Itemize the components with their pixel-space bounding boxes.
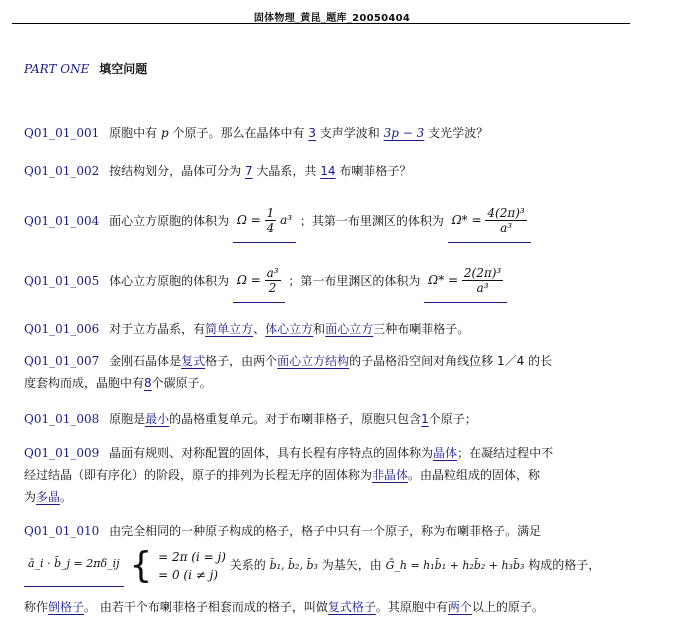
answer: 多晶 xyxy=(36,490,61,504)
question-id: Q01_01_007 xyxy=(24,354,100,368)
answer: 最小 xyxy=(145,412,170,426)
question-007-line2: 度套构而成，晶胞中有8个碳原子。 xyxy=(24,376,212,390)
question-010: Q01_01_010 由完全相同的一种原子构成的格子，格子中只有一个原子，称为布喇菲格子。满足 xyxy=(24,524,542,538)
section-title-cn: 填空问题 xyxy=(99,62,148,76)
question-id: Q01_01_008 xyxy=(24,412,100,426)
answer: 面心立方 xyxy=(325,322,374,336)
question-002: Q01_01_002 按结构划分，晶体可分为 7 大晶系，共 14 布喇菲格子？ xyxy=(24,164,412,178)
answer: 两个 xyxy=(447,600,472,614)
question-id: Q01_01_010 xyxy=(24,524,100,538)
answer: 14 xyxy=(320,164,336,178)
question-001: Q01_01_001 原胞中有 p 个原子。那么在晶体中有 3 支声学波和 3p − 3 支光学波？ xyxy=(24,126,489,140)
formula-answer: ā_i · b̄_j = 2πδ_ij xyxy=(24,544,124,587)
question-009: Q01_01_009 晶面有规则、对称配置的固体，具有长程有序特点的固体称为晶体；在凝结过程中不 xyxy=(24,446,554,460)
question-005: Q01_01_005 体心立方原胞的体积为 Ω = $\frac{\text{a³}}{2}$ ；第一布里渊区的体积为 Ω* = $\frac{\text{2(2π)³}}{\text{a³}}$ xyxy=(24,260,636,303)
answer: 8 xyxy=(144,376,152,390)
question-008: Q01_01_008 原胞是最小的晶格重复单元。对于布喇菲格子，原胞只包含1个原子； xyxy=(24,412,477,426)
question-id: Q01_01_002 xyxy=(24,164,100,178)
cases-block: = 2π (i = j) = 0 (i ≠ j) xyxy=(158,549,226,582)
section-title-en: PART ONE xyxy=(24,62,90,76)
answer: 简单立方 xyxy=(205,322,254,336)
formula-answer: Ω* = $\frac{\text{2(2π)³}}{\text{a³}}$ xyxy=(424,260,507,303)
question-009-line2: 经过结晶（即有序化）的阶段，原子的排列为长程无序的固体称为非晶体。由晶粒组成的固体，称 xyxy=(24,468,541,482)
answer: 倒格子 xyxy=(48,600,85,614)
question-id: Q01_01_009 xyxy=(24,446,100,460)
answer: 7 xyxy=(244,164,253,178)
answer: 1 xyxy=(421,412,429,426)
formula-answer: Ω = $\frac{1}{4}$ a³ xyxy=(233,200,296,243)
answer: 非晶体 xyxy=(372,468,409,482)
question-007: Q01_01_007 金刚石晶体是复式格子，由两个面心立方结构的子晶格沿空间对角线位移 1／4 的长 xyxy=(24,354,553,368)
formula-answer: Ω* = $\frac{\text{4(2π)³}}{\text{a³}}$ xyxy=(448,200,531,243)
brace-symbol: { xyxy=(129,544,153,586)
answer: 面心立方结构 xyxy=(277,354,350,368)
question-010-line2: ā_i · b̄_j = 2πδ_ij { = 2π (i = j) = 0 (i ≠ j) 关系的 b̄₁, b̄₂, b̄₃ 为基矢，由 Ḡ_h = h₁b̄₁ + h₂b̄₂ + h₃b̄₃ 构成的格子， xyxy=(24,544,636,587)
answer: 3 xyxy=(308,126,316,140)
answer: 复式 xyxy=(181,354,206,368)
header-rule xyxy=(12,23,630,24)
question-009-line3: 为多晶。 xyxy=(24,490,73,504)
answer: 晶体 xyxy=(433,446,458,460)
formula-answer: Ω = $\frac{\text{a³}}{2}$ xyxy=(233,260,285,303)
answer: 3p − 3 xyxy=(383,126,425,140)
section-title xyxy=(24,60,147,77)
question-010-line3: 称作倒格子。 由若干个布喇菲格子相套而成的格子，叫做复式格子。其原胞中有两个以上的原子。 xyxy=(24,600,544,614)
question-006: Q01_01_006 对于立方晶系，有简单立方、体心立方和面心立方三种布喇菲格子。 xyxy=(24,322,470,336)
answer: 复式格子 xyxy=(327,600,376,614)
answer: 体心立方 xyxy=(265,322,314,336)
question-id: Q01_01_005 xyxy=(24,274,100,288)
question-id: Q01_01_004 xyxy=(24,214,100,228)
question-004: Q01_01_004 面心立方原胞的体积为 Ω = $\frac{1}{4}$ a³ ；其第一布里渊区的体积为 Ω* = $\frac{\text{4(2π)³}}{\text{a³}}$ xyxy=(24,200,636,243)
question-id: Q01_01_006 xyxy=(24,322,100,336)
question-id: Q01_01_001 xyxy=(24,126,100,140)
document-header: 固体物理_黄昆_题库_20050404 xyxy=(253,13,411,24)
